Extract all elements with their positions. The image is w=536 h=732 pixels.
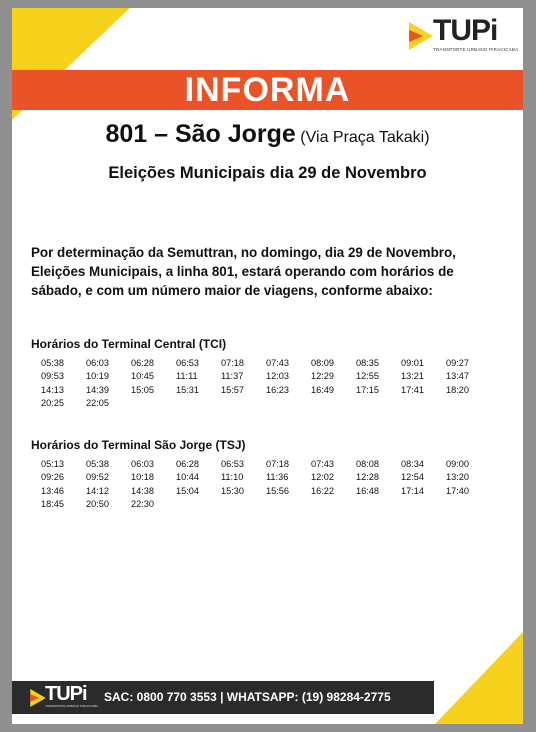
schedule-time: 08:09 — [311, 358, 334, 368]
route-heading — [12, 120, 523, 149]
route-title: 801 – São Jorge — [105, 120, 296, 148]
schedule-time: 05:38 — [86, 459, 109, 469]
schedule-time: 07:18 — [266, 459, 289, 469]
schedule-time: 18:45 — [41, 498, 64, 509]
schedule-time: 16:23 — [266, 384, 289, 395]
schedule-grid-tsj — [41, 459, 491, 512]
notice-line: Por determinação da Semuttran, no domingo, dia 29 de Novembro, — [31, 245, 456, 260]
schedule-time: 22:05 — [86, 397, 109, 408]
schedule-time: 13:47 — [446, 371, 469, 382]
schedule-time: 06:53 — [221, 459, 244, 469]
schedule-time: 16:48 — [356, 485, 379, 496]
footer-logo-text: TUPi — [45, 683, 87, 705]
schedule-time: 10:18 — [131, 472, 154, 483]
schedule-time: 06:28 — [131, 358, 154, 368]
schedule-time: 17:14 — [401, 485, 424, 496]
notice-paragraph — [31, 243, 511, 300]
footer-logo-tagline: TRANSPORTE URBANO PIRACICABA — [45, 704, 99, 708]
schedule-time: 12:29 — [311, 371, 334, 382]
tupi-logo — [409, 14, 519, 58]
schedule-time: 10:45 — [131, 371, 154, 382]
notice-line: sábado, e com um número maior de viagens, conforme abaixo: — [31, 283, 433, 298]
schedule-time: 10:44 — [176, 472, 199, 483]
schedule-time: 16:22 — [311, 485, 334, 496]
schedule-time: 05:38 — [41, 358, 64, 368]
schedule-time: 13:21 — [401, 371, 424, 382]
logo-arrow-icon — [409, 22, 433, 50]
schedule-time: 11:37 — [221, 371, 244, 382]
schedule-time: 15:56 — [266, 485, 289, 496]
schedule-time: 06:03 — [131, 459, 154, 469]
schedule-time: 15:57 — [221, 384, 244, 395]
schedule-time: 06:03 — [86, 358, 109, 368]
flyer-page — [12, 8, 523, 724]
schedule-time: 08:08 — [356, 459, 379, 469]
schedule-time: 09:00 — [446, 459, 469, 469]
schedule-time: 17:15 — [356, 384, 379, 395]
schedule-time: 20:50 — [86, 498, 109, 509]
schedule-time: 09:27 — [446, 358, 469, 368]
schedule-time: 22:30 — [131, 498, 154, 509]
schedule-time: 07:43 — [266, 358, 289, 368]
logo-text: TUPi — [433, 14, 498, 47]
schedule-time: 08:35 — [356, 358, 379, 368]
schedule-time: 13:20 — [446, 472, 469, 483]
schedule-time: 15:31 — [176, 384, 199, 395]
schedule-time: 12:55 — [356, 371, 379, 382]
schedule-time: 09:52 — [86, 472, 109, 483]
schedule-time: 11:10 — [221, 472, 244, 483]
schedule-time: 11:11 — [176, 371, 198, 382]
schedule-time: 15:30 — [221, 485, 244, 496]
schedule-time: 14:38 — [131, 485, 154, 496]
schedule-title-tsj: Horários do Terminal São Jorge (TSJ) — [31, 438, 246, 452]
notice-line: Eleições Municipais, a linha 801, estará operando com horários de — [31, 264, 454, 279]
schedule-time: 14:12 — [86, 485, 109, 496]
schedule-time: 10:19 — [86, 371, 109, 382]
footer-contact: SAC: 0800 770 3553 | WHATSAPP: (19) 98284-2775 — [104, 690, 391, 704]
schedule-time: 12:28 — [356, 472, 379, 483]
informa-banner: INFORMA — [12, 70, 523, 110]
schedule-time: 06:28 — [176, 459, 199, 469]
schedule-time: 12:03 — [266, 371, 289, 382]
footer-logo-arrow-icon — [30, 689, 46, 707]
schedule-time: 16:49 — [311, 384, 334, 395]
schedule-time: 12:54 — [401, 472, 424, 483]
schedule-time: 17:41 — [401, 384, 424, 395]
schedule-time: 15:04 — [176, 485, 199, 496]
election-subtitle: Eleições Municipais dia 29 de Novembro — [108, 164, 427, 182]
schedule-time: 15:05 — [131, 384, 154, 395]
schedule-time: 13:46 — [41, 485, 64, 496]
logo-tagline: TRANSPORTE URBANO PIRACICABA — [433, 47, 519, 52]
schedule-time: 05:13 — [41, 459, 64, 469]
schedule-title-tci: Horários do Terminal Central (TCI) — [31, 337, 227, 351]
footer-bar — [12, 681, 434, 714]
schedule-grid-tci — [41, 358, 491, 411]
schedule-time: 09:01 — [401, 358, 424, 368]
schedule-time: 07:43 — [311, 459, 334, 469]
schedule-time: 09:53 — [41, 371, 64, 382]
schedule-time: 14:39 — [86, 384, 109, 395]
schedule-time: 18:20 — [446, 384, 469, 395]
schedule-time: 20:25 — [41, 397, 64, 408]
corner-decoration-bottom-right — [435, 632, 523, 724]
schedule-time: 17:40 — [446, 485, 469, 496]
schedule-time: 14:13 — [41, 384, 64, 395]
schedule-time: 06:53 — [176, 358, 199, 368]
route-via: (Via Praça Takaki) — [300, 129, 430, 146]
schedule-time: 07:18 — [221, 358, 244, 368]
schedule-time: 08:34 — [401, 459, 424, 469]
schedule-time: 12:02 — [311, 472, 334, 483]
footer-logo — [30, 683, 99, 712]
schedule-time: 09:26 — [41, 472, 64, 483]
schedule-time: 11:36 — [266, 472, 289, 483]
